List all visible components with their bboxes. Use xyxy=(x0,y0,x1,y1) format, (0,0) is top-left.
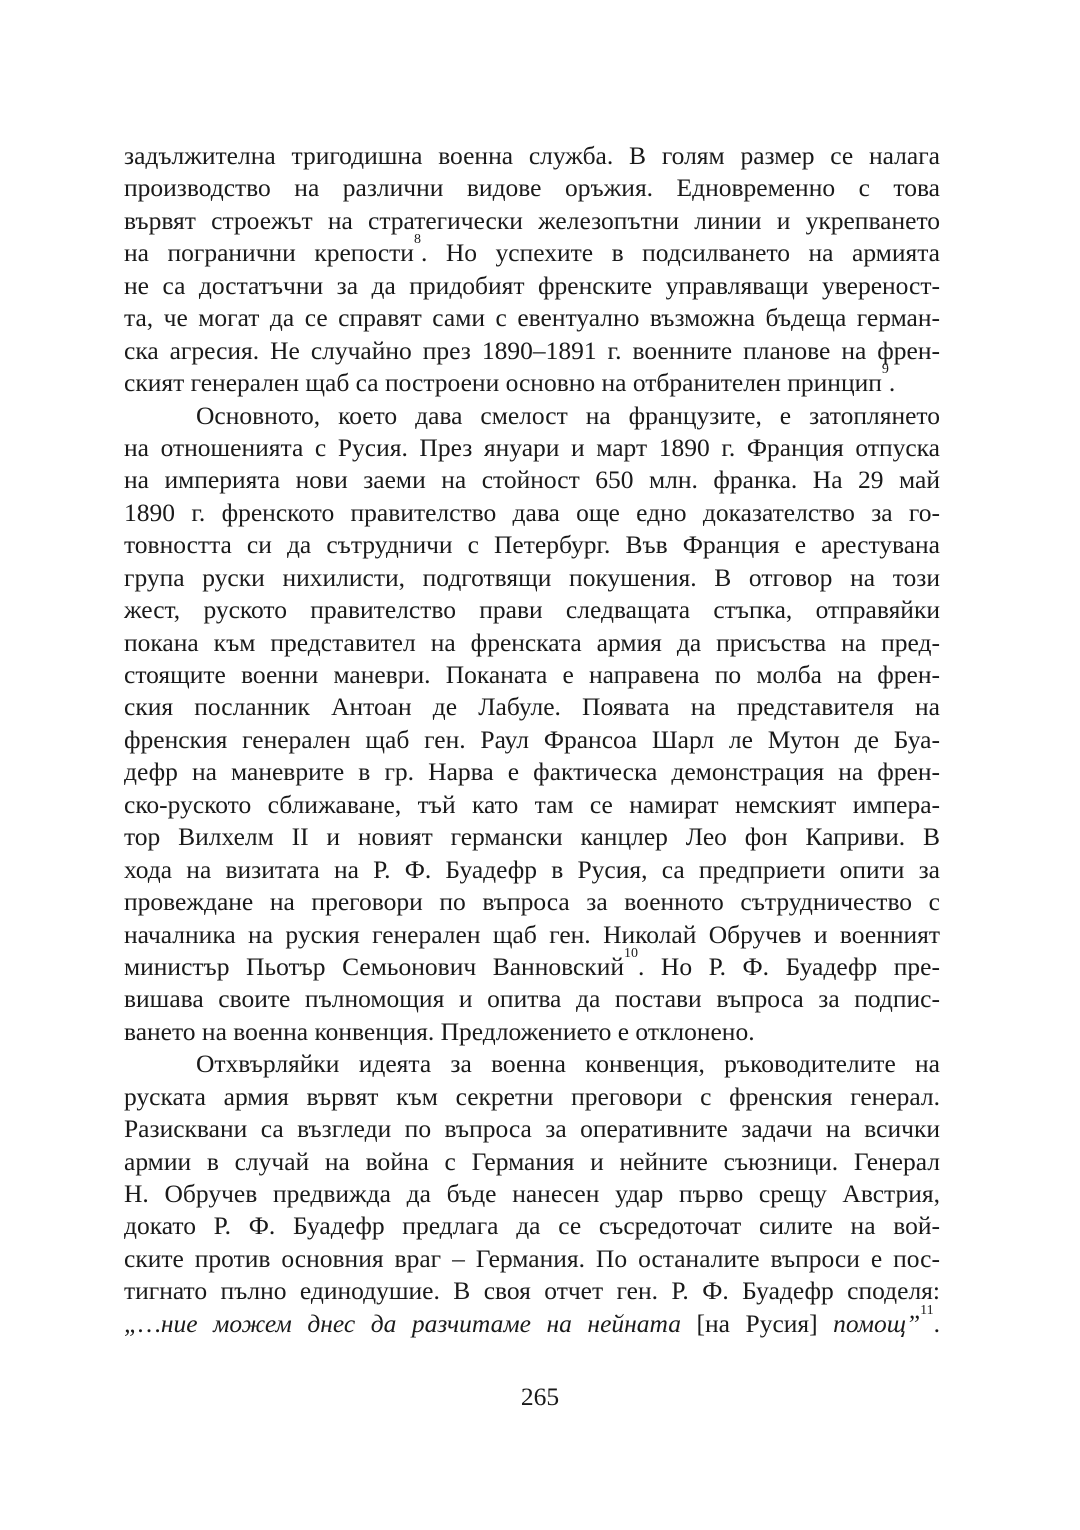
paragraph-first-line: Основното, което дава смелост на французите, е затоплянето xyxy=(196,400,940,430)
text-line: началника на руския генерален щаб ген. Николай Обручев и военният xyxy=(124,919,940,949)
text-line: група руски нихилисти, подготвящи покушения. В отговор на този xyxy=(124,562,940,592)
text-line: та, че могат да се справят сами с евентуално възможна бъдеща герман- xyxy=(124,303,940,333)
text-line: министър Пьотър Семьонович Ванновский$^{10}$. Но Р. Ф. Буадефр пре- xyxy=(124,945,940,981)
text-line: на погранични крепости$^8$. Но успехите в подсилването на армията xyxy=(124,232,940,268)
text-line: провеждане на преговори по въпроса за военното сътрудничество с xyxy=(124,887,940,917)
text-line: ския посланник Антоан де Лабуле. Появата на представителя на xyxy=(124,692,940,722)
text-line: задължителна тригодишна военна служба. В голям размер се налага xyxy=(124,141,940,170)
text-line: ска агресия. Не случайно през 1890–1891 г. военните планове на френ- xyxy=(124,335,940,365)
text-line: вишава своите пълномощия и опитва да постави въпроса за подпис- xyxy=(124,984,940,1014)
paragraph-first-line: Отхвърляйки идеята за военна конвенция, ръководителите на xyxy=(196,1049,940,1079)
text-line: 1890 г. френското правителство дава още едно доказателство за го- xyxy=(124,497,940,527)
text-line: тор Вилхелм II и новият германски канцлер Лео фон Каприви. В xyxy=(124,822,940,852)
text-line: на империята нови заеми на стойност 650 млн. франка. На 29 май xyxy=(124,465,940,495)
footnote-ref-10[interactable]: 10 xyxy=(623,945,638,961)
text-line: ването на военна конвенция. Предложението е отклонено. xyxy=(124,1016,755,1046)
text-line: ските против основния враг – Германия. По останалите въпроси е пос- xyxy=(124,1243,940,1273)
text-line: вървят строежът на стратегически железопътни линии и укрепването xyxy=(124,205,940,235)
text-line: на отношенията с Русия. През януари и март 1890 г. Франция отпуска xyxy=(124,432,940,462)
body-text xyxy=(124,140,940,1340)
text-line: Н. Обручев предвижда да бъде нанесен удар първо срещу Австрия, xyxy=(124,1179,940,1208)
text-line: хода на визитата на Р. Ф. Буадефр в Русия, са предприети опити за xyxy=(124,854,940,884)
text-line: покана към представител на френската армия да присъства на пред- xyxy=(124,627,940,657)
text-line: стоящите военни маневри. Поканата е направена по молба на френ- xyxy=(124,660,940,689)
text-line: жест, руското правителство прави следващата стъпка, отправяйки xyxy=(124,595,940,625)
page-number: 265 xyxy=(520,1382,560,1411)
text-line: Разисквани са възгледи по въпроса за оперативните задачи на всички xyxy=(124,1114,940,1144)
text-line: армии в случай на война с Германия и нейните съюзници. Генерал xyxy=(124,1146,940,1176)
text-line: не са достатъчни за да придобият френските управляващи увереност- xyxy=(124,270,940,300)
text-line: ският генерален щаб са построени основно на отбранителен принцип$^9$. xyxy=(124,362,896,398)
quote-line: „…ние можем днес да разчитаме на нейната [на Русия] помощ”$^{11}$. xyxy=(124,1302,941,1338)
text-line: тигнато пълно единодушие. В своя отчет ген. Р. Ф. Буадефр споделя: xyxy=(124,1276,940,1306)
footnote-ref-8[interactable]: 8 xyxy=(413,232,421,248)
text-line: товността си да сътрудничи с Петербург. Във Франция е арестувана xyxy=(124,530,940,560)
footnote-ref-11[interactable]: 11 xyxy=(920,1302,934,1318)
text-line: производство на различни видове оръжия. Едновременно с това xyxy=(124,173,940,203)
text-line: докато Р. Ф. Буадефр предлага да се съсредоточат силите на вой- xyxy=(124,1211,940,1241)
text-line: френския генерален щаб ген. Раул Франсоа Шарл ле Мутон де Буа- xyxy=(124,724,940,754)
text-line: руската армия вървят към секретни преговори с френския генерал. xyxy=(124,1081,940,1111)
footnote-ref-9[interactable]: 9 xyxy=(881,362,889,378)
text-line: ско-руското сближаване, тъй като там се намират немският импера- xyxy=(124,789,940,819)
text-line: дефр на маневрите в гр. Нарва е фактическа демонстрация на френ- xyxy=(124,757,940,787)
